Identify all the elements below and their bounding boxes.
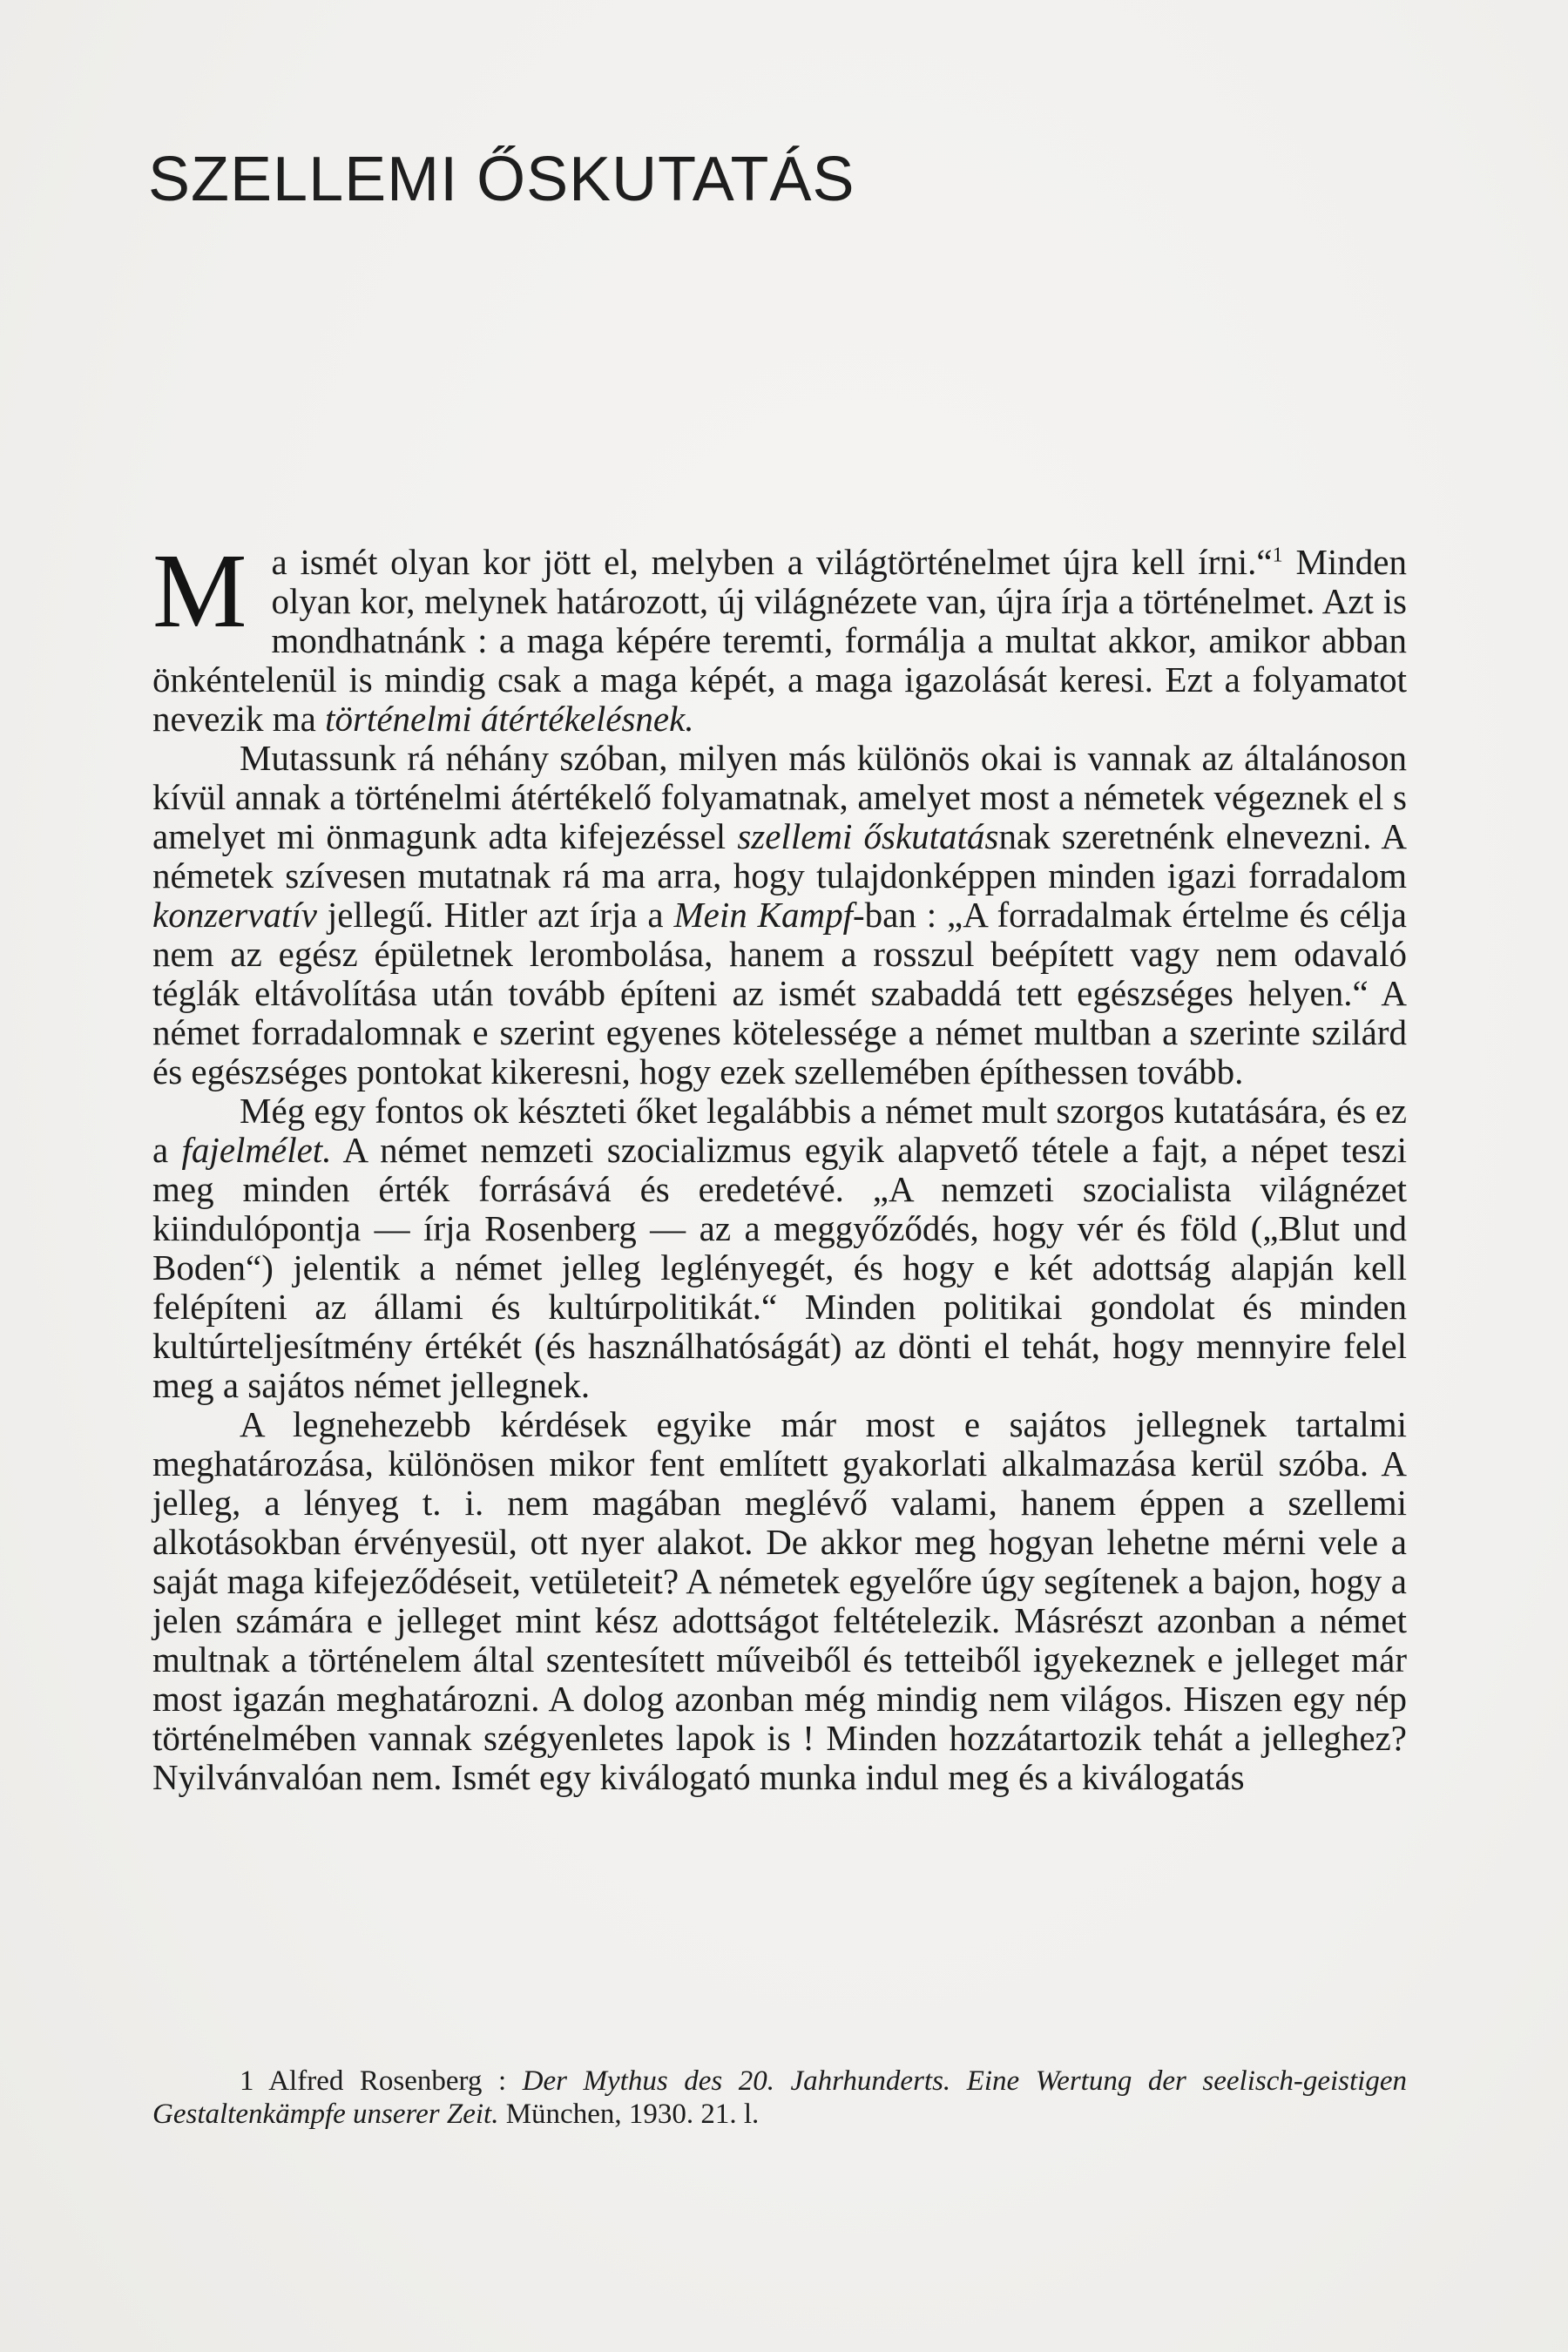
paragraph-4 [152,1405,1407,1797]
paragraph-1-emphasis: történelmi átértékelésnek. [325,699,694,739]
footnote-work-title: Der Mythus des 20. Jahrhunderts. Eine Wertung der seelisch-geistigen Gestaltenkämpfe unserer Zeit. [152,2065,1407,2130]
body-text [152,532,1408,1797]
chapter-title: SZELLEMI ŐSKUTATÁS [148,145,855,214]
paragraph-2-emphasis-3: Mein Kampf [673,895,853,935]
paragraph-1 [152,532,1407,739]
footnote [152,2065,1407,2131]
paragraph-3-text-b: A német nemzeti szocializmus egyik alapvető tétele a fajt, a népet teszi meg minden érték forrásává és eredetévé. „A nemzeti szocialista világnézet kiindulópontja — írja Rosenberg — az a meggyőződés, hogy vér és föld („Blut und Boden“) jelentik a német jelleg leglényegét, és hogy e két adottság alapján kell felépíteni az állami és kultúrpolitikát.“ Minden politikai gondolat és minden kultúrteljesítmény értékét (és használhatóságát) az dönti el tehát, hogy mennyire felel meg a sajátos német jellegnek. [152,1130,1408,1405]
footnote-author: Alfred Rosenberg : [253,2065,523,2097]
footnote-marker: 1 [1272,544,1283,567]
paragraph-1-text-b: Minden olyan kor, melynek határozott, új világnézete van, újra írja a történelmet. Azt is mondhatnánk : a maga képére teremti, formálja a multat akkor, amikor abban önkéntelenül is mindig csak a maga képét, a maga igazolását keresi. Ezt a folyamatot nevezik ma [152,542,1407,739]
footnote-number: 1 [240,2065,254,2097]
paragraph-2 [152,739,1407,1092]
paragraph-2-text-a: Mutassunk rá néhány szóban, milyen más különös okai is vannak az általánoson kívül annak a történelmi átértékelő folyamatnak, amelyet most a németek végeznek el s amelyet mi önmagunk adta kifejezéssel [152,738,1407,856]
paragraph-2-emphasis-1: szellemi őskutatás [737,816,999,856]
paragraph-1-text-a: a ismét olyan kor jött el, melyben a világtörténelmet újra kell írni.“ [271,542,1273,582]
footnote-publication: München, 1930. 21. l. [498,2099,760,2130]
paragraph-3-text-a: Még egy fontos ok készteti őket legalábbis a német mult szorgos kutatására, és ez a [152,1091,1407,1170]
paragraph-2-text-b: nak szeretnénk elnevezni. A németek szívesen mutatnak rá ma arra, hogy tulajdonképpen minden igazi forradalom [152,816,1407,896]
paragraph-2-emphasis-2: konzervatív [152,895,317,935]
paragraph-3 [152,1092,1407,1405]
paragraph-3-emphasis: fajelmélet. [181,1130,332,1170]
paragraph-2-text-d: -ban : „A forradalmak értelme és célja nem az egész épületnek lerombolása, hanem a rosszul beépített vagy nem odavaló téglák eltávolítása után tovább építeni az ismét szabaddá tett egészséges helyen.“ A német forradalomnak e szerint egyenes kötelessége a német multban a szerinte szilárd és egészséges pontokat kikeresni, hogy ezek szellemében építhessen tovább. [152,895,1408,1092]
paragraph-2-text-c: jellegű. Hitler azt írja a [316,895,674,935]
drop-cap: M [152,532,247,650]
paragraph-4-text-a: A legnehezebb kérdések egyike már most e sajátos jellegnek tartalmi meghatározása, különösen mikor fent említett gyakorlati alkalmazása kerül szóba. A jelleg, a lényeg t. i. nem magában meglévő valami, hanem éppen a szellemi alkotásokban érvényesül, ott nyer alakot. De akkor meg hogyan lehetne mérni vele a saját maga kifejeződéseit, vetületeit? A németek egyelőre úgy segítenek a bajon, hogy a jelen számára e jelleget mint kész adottságot feltételezik. Másrészt azonban a német multnak a történelem által szentesített műveiből és tetteiből igyekeznek e jelleget már most igazán meghatározni. A dolog azonban még mindig nem világos. Hiszen egy nép történelmében vannak szégyenletes lapok is ! Minden hozzátartozik tehát a jelleghez? Nyilvánvalóan nem. Ismét egy kiválogató munka indul meg és a kiválogatás [152,1404,1407,1797]
